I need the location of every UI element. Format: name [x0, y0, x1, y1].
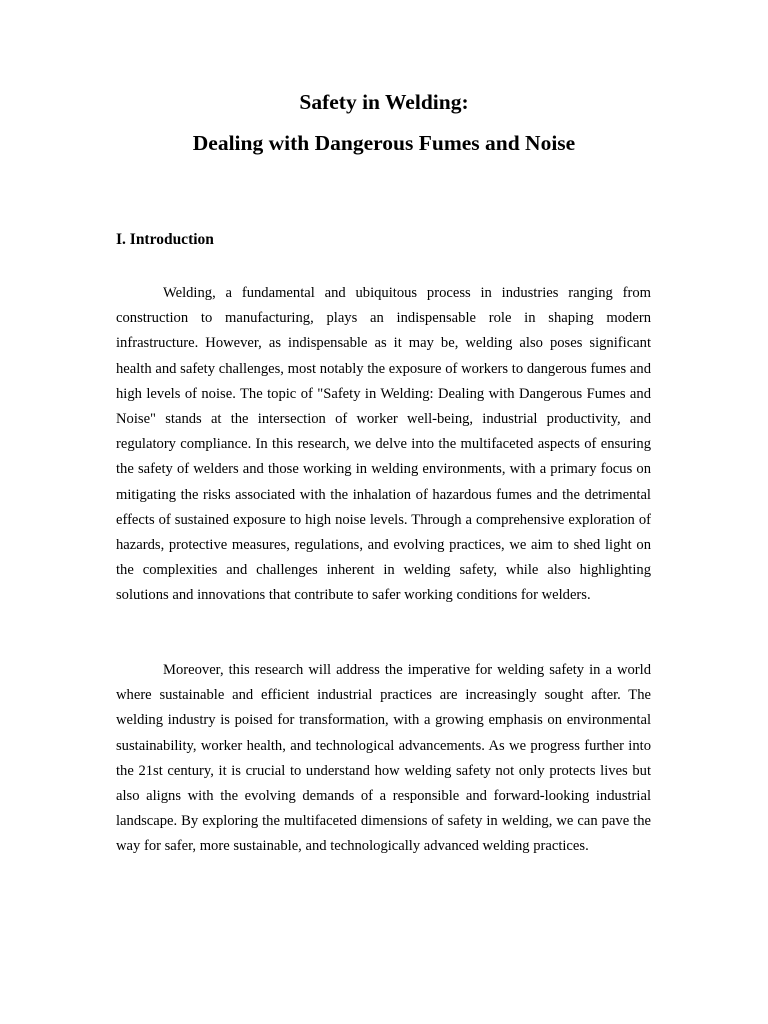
document-subtitle: Dealing with Dangerous Fumes and Noise [192, 131, 576, 155]
section-heading-introduction: I. Introduction [116, 231, 214, 248]
introduction-paragraph-1: Welding, a fundamental and ubiquitous process in industries ranging from construction to manufacturing, plays an indispensable role in shaping modern infrastructure. However, as indispensable as it may be, welding also poses significant health and safety challenges, most notably the exposure of workers to dangerous fumes and high levels of noise. The topic of "Safety in Welding: Dealing with Dangerous Fumes and Noise" stands at the intersection of worker well-being, industrial productivity, and regulatory compliance. In this research, we delve into the multifaceted aspects of ensuring the safety of welders and those working in welding environments, with a primary focus on mitigating the risks associated with the inhalation of hazardous fumes and the detrimental effects of sustained exposure to high noise levels. Through a comprehensive exploration of hazards, protective measures, regulations, and evolving practices, we aim to shed light on the complexities and challenges inherent in welding safety, while also highlighting solutions and innovations that contribute to safer working conditions for welders. [116, 285, 651, 604]
introduction-paragraph-2: Moreover, this research will address the imperative for welding safety in a world where sustainable and efficient industrial practices are increasingly sought after. The welding industry is poised for transformation, with a growing emphasis on environmental sustainability, worker health, and technological advancements. As we progress further into the 21st century, it is crucial to understand how welding safety not only protects lives but also aligns with the evolving demands of a responsible and forward-looking industrial landscape. By exploring the multifaceted dimensions of safety in welding, we can pave the way for safer, more sustainable, and technologically advanced welding practices. [116, 662, 651, 855]
document-title: Safety in Welding: [299, 90, 469, 114]
